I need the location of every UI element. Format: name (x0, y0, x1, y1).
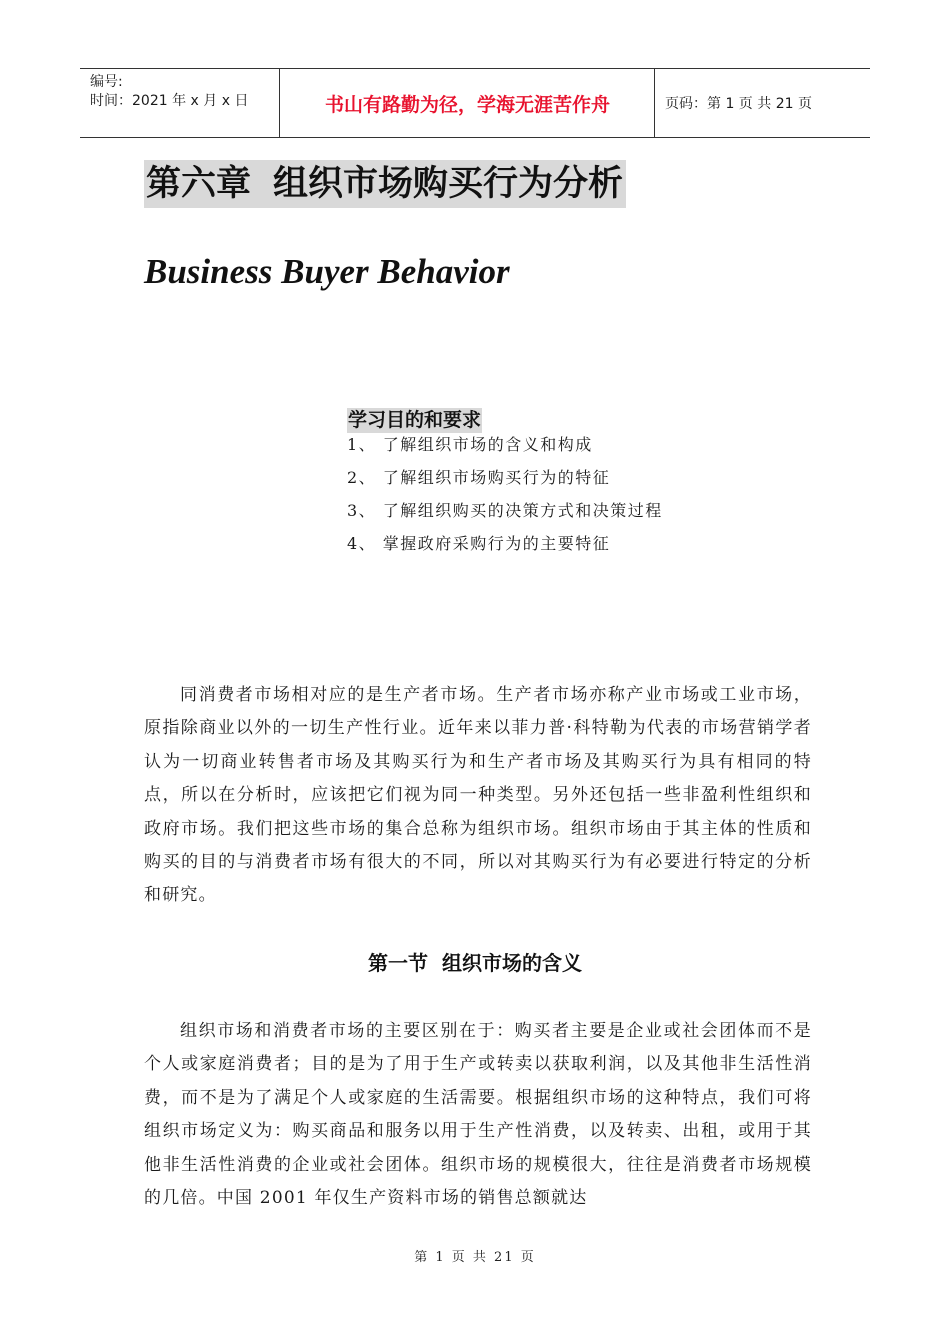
section-name: 组织市场的含义 (442, 951, 582, 975)
intro-paragraph: 同消费者市场相对应的是生产者市场。生产者市场亦称产业市场或工业市场，原指除商业以外的一切生产性行业。近年来以菲力普·科特勒为代表的市场营销学者认为一切商业转售者市场及其购买行为和生产者市场及其购买行为具有相同的特点，所以在分析时，应该把它们视为同一种类型。另外还包括一些非盈利性组织和政府市场。我们把这些市场的集合总称为组织市场。组织市场由于其主体的性质和购买的目的与消费者市场有很大的不同，所以对其购买行为有必要进行特定的分析和研究。 (144, 685, 812, 906)
header-motto: 书山有路勤为径，学海无涯苦作舟 (281, 69, 655, 137)
chapter-number: 第六章 (146, 164, 252, 204)
header-meta-cell (80, 69, 280, 137)
objective-item: 4、 掌握政府采购行为的主要特征 (347, 534, 611, 553)
chapter-name: 组织市场购买行为分析 (273, 164, 624, 204)
section-number: 第一节 (368, 951, 428, 975)
document-header (80, 68, 870, 138)
date-text: 时间：2021 年 x 月 x 日 (90, 93, 249, 109)
objectives-list (347, 432, 663, 564)
objective-item: 3、 了解组织购买的决策方式和决策过程 (347, 501, 663, 520)
number-label: 编号: (90, 74, 123, 90)
objective-item: 2、 了解组织市场购买行为的特征 (347, 468, 611, 487)
chapter-title (144, 160, 626, 208)
objective-item: 1、 了解组织市场的含义和构成 (347, 435, 593, 454)
page-footer: 第 1 页 共 21 页 (414, 1250, 536, 1265)
objectives-title: 学习目的和要求 (348, 409, 482, 431)
header-page-info: 页码：第 1 页 共 21 页 (665, 96, 812, 112)
english-title: Business Buyer Behavior (144, 252, 510, 291)
section-title (0, 947, 950, 976)
section-paragraph: 组织市场和消费者市场的主要区别在于：购买者主要是企业或社会团体而不是个人或家庭消费者；目的是为了用于生产或转卖以获取利润，以及其他非生活性消费，而不是为了满足个人或家庭的生活需要。根据组织市场的这种特点，我们可将组织市场定义为：购买商品和服务以用于生产性消费，以及转卖、出租，或用于其他非生活性消费的企业或社会团体。组织市场的规模很大，往往是消费者市场规模的几倍。中国 2001 年仅生产资料市场的销售总额就达 (144, 1021, 812, 1209)
